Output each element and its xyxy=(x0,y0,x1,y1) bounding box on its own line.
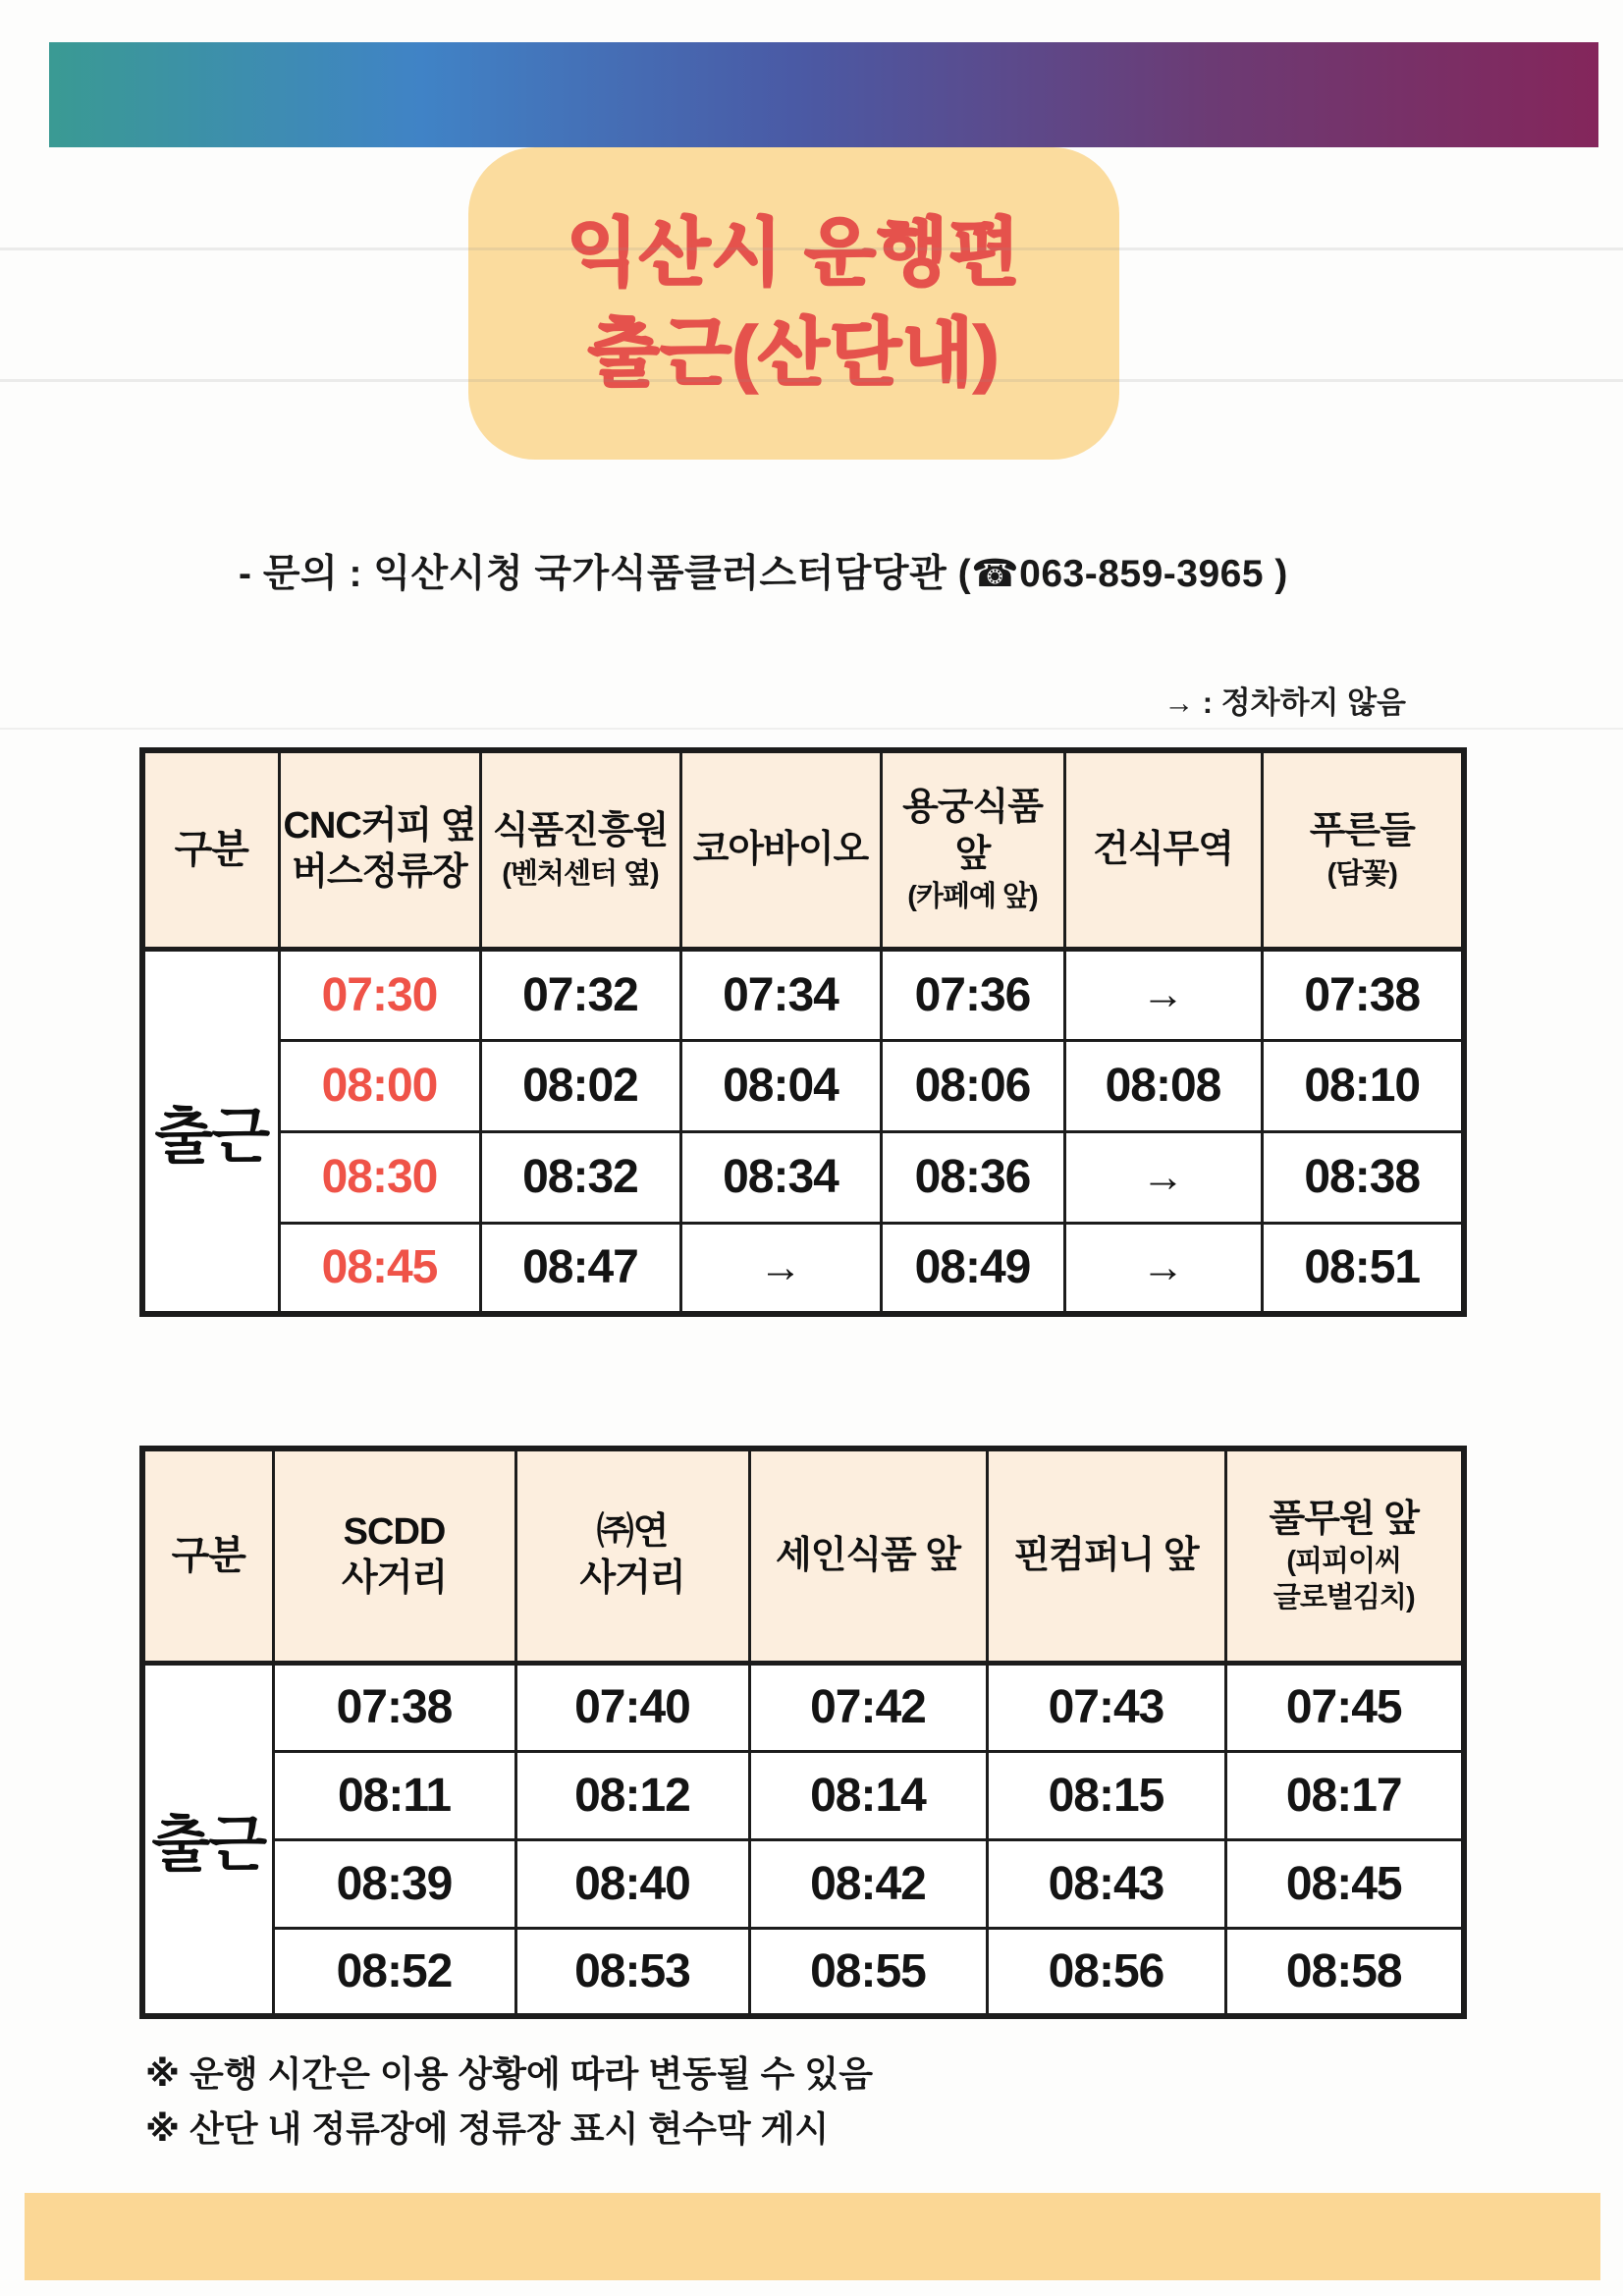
time-cell: 08:49 xyxy=(881,1223,1064,1314)
corner-header xyxy=(142,750,279,949)
footnote-schedule-change: ※ 운행 시간은 이용 상황에 따라 변동될 수 있음 xyxy=(145,2053,873,2094)
time-cell: 08:52 xyxy=(273,1928,515,2016)
stop-header-sein-food: 세인식품 앞 xyxy=(749,1449,987,1663)
time-cell: 08:04 xyxy=(680,1040,881,1131)
time-cell: 08:10 xyxy=(1262,1040,1464,1131)
stop-header-pureundeul: 푸른들 (담꽃) xyxy=(1262,750,1464,949)
time-cell: 08:12 xyxy=(515,1751,749,1839)
table-row xyxy=(142,949,1464,1040)
stop-header-food-agency: 식품진흥원 (벤처센터 옆) xyxy=(480,750,680,949)
time-cell: 07:36 xyxy=(881,949,1064,1040)
time-cell: 08:02 xyxy=(480,1040,680,1131)
time-cell: 08:11 xyxy=(273,1751,515,1839)
table-row xyxy=(142,1663,1464,1751)
corner-label: 구분 xyxy=(174,828,248,872)
time-cell: 08:47 xyxy=(480,1223,680,1314)
time-cell: 08:14 xyxy=(749,1751,987,1839)
skip-stop-arrow-cell: → xyxy=(1064,1223,1262,1314)
time-cell: 07:38 xyxy=(273,1663,515,1751)
time-cell: 08:45 xyxy=(279,1223,480,1314)
time-cell: 08:32 xyxy=(480,1131,680,1223)
time-cell: 08:43 xyxy=(987,1839,1225,1928)
time-cell: 07:45 xyxy=(1225,1663,1464,1751)
title-card xyxy=(468,147,1119,460)
time-cell: 08:36 xyxy=(881,1131,1064,1223)
corner-header xyxy=(142,1449,273,1663)
time-cell: 07:32 xyxy=(480,949,680,1040)
table-row xyxy=(142,1751,1464,1839)
bottom-accent-bar xyxy=(25,2193,1600,2280)
timetable-morning-1 xyxy=(139,747,1467,1317)
time-cell: 08:58 xyxy=(1225,1928,1464,2016)
stop-header-gunsik-trade: 건식무역 xyxy=(1064,750,1262,949)
time-cell: 07:38 xyxy=(1262,949,1464,1040)
time-cell: 08:42 xyxy=(749,1839,987,1928)
page-title-line-2: 출근(산단내) xyxy=(587,311,1001,394)
time-cell: 07:40 xyxy=(515,1663,749,1751)
top-gradient-bar xyxy=(49,42,1598,147)
skip-stop-arrow-cell: → xyxy=(1064,1131,1262,1223)
stop-header-pulmuone: 풀무원 앞 (피피이씨 글로벌김치) xyxy=(1225,1449,1464,1663)
time-cell: 07:30 xyxy=(279,949,480,1040)
stop-header-cnc-coffee: CNC커피 옆 버스정류장 xyxy=(279,750,480,949)
table-row xyxy=(142,1040,1464,1131)
footnotes xyxy=(145,2047,873,2157)
contact-info: - 문의 : 익산시청 국가식품클러스터담당관 (☎063-859-3965 ) xyxy=(239,553,1288,595)
corner-label: 구분 xyxy=(171,1534,245,1578)
header-row xyxy=(142,1449,1464,1663)
no-stop-legend: → : 정차하지 않음 xyxy=(1163,685,1406,720)
time-cell: 08:30 xyxy=(279,1131,480,1223)
table-row xyxy=(142,1223,1464,1314)
skip-stop-arrow-cell: → xyxy=(680,1223,881,1314)
row-group-label: 출근 xyxy=(142,949,279,1314)
stop-header-scdd: SCDD 사거리 xyxy=(273,1449,515,1663)
time-cell: 08:08 xyxy=(1064,1040,1262,1131)
stop-header-yonggung-food: 용궁식품 앞 (카페예 앞) xyxy=(881,750,1064,949)
footnote-banner-notice: ※ 산단 내 정류장에 정류장 표시 현수막 게시 xyxy=(145,2107,830,2149)
time-cell: 08:40 xyxy=(515,1839,749,1928)
time-cell: 08:55 xyxy=(749,1928,987,2016)
stop-header-yeon: ㈜연 사거리 xyxy=(515,1449,749,1663)
time-cell: 08:45 xyxy=(1225,1839,1464,1928)
time-cell: 07:43 xyxy=(987,1663,1225,1751)
time-cell: 08:51 xyxy=(1262,1223,1464,1314)
time-cell: 08:38 xyxy=(1262,1131,1464,1223)
time-cell: 08:00 xyxy=(279,1040,480,1131)
header-row xyxy=(142,750,1464,949)
timetable-morning-2 xyxy=(139,1446,1467,2019)
time-cell: 08:39 xyxy=(273,1839,515,1928)
stop-header-koabio: 코아바이오 xyxy=(680,750,881,949)
table-row xyxy=(142,1131,1464,1223)
skip-stop-arrow-cell: → xyxy=(1064,949,1262,1040)
row-group-label: 출근 xyxy=(142,1663,273,2016)
time-cell: 07:34 xyxy=(680,949,881,1040)
time-cell: 08:06 xyxy=(881,1040,1064,1131)
time-cell: 07:42 xyxy=(749,1663,987,1751)
time-cell: 08:56 xyxy=(987,1928,1225,2016)
stop-header-fincompany: 핀컴퍼니 앞 xyxy=(987,1449,1225,1663)
time-cell: 08:17 xyxy=(1225,1751,1464,1839)
time-cell: 08:15 xyxy=(987,1751,1225,1839)
scan-artifact-line xyxy=(0,728,1623,730)
table-row xyxy=(142,1839,1464,1928)
page-title-line-1: 익산시 운행편 xyxy=(567,211,1021,295)
time-cell: 08:34 xyxy=(680,1131,881,1223)
table-row xyxy=(142,1928,1464,2016)
time-cell: 08:53 xyxy=(515,1928,749,2016)
